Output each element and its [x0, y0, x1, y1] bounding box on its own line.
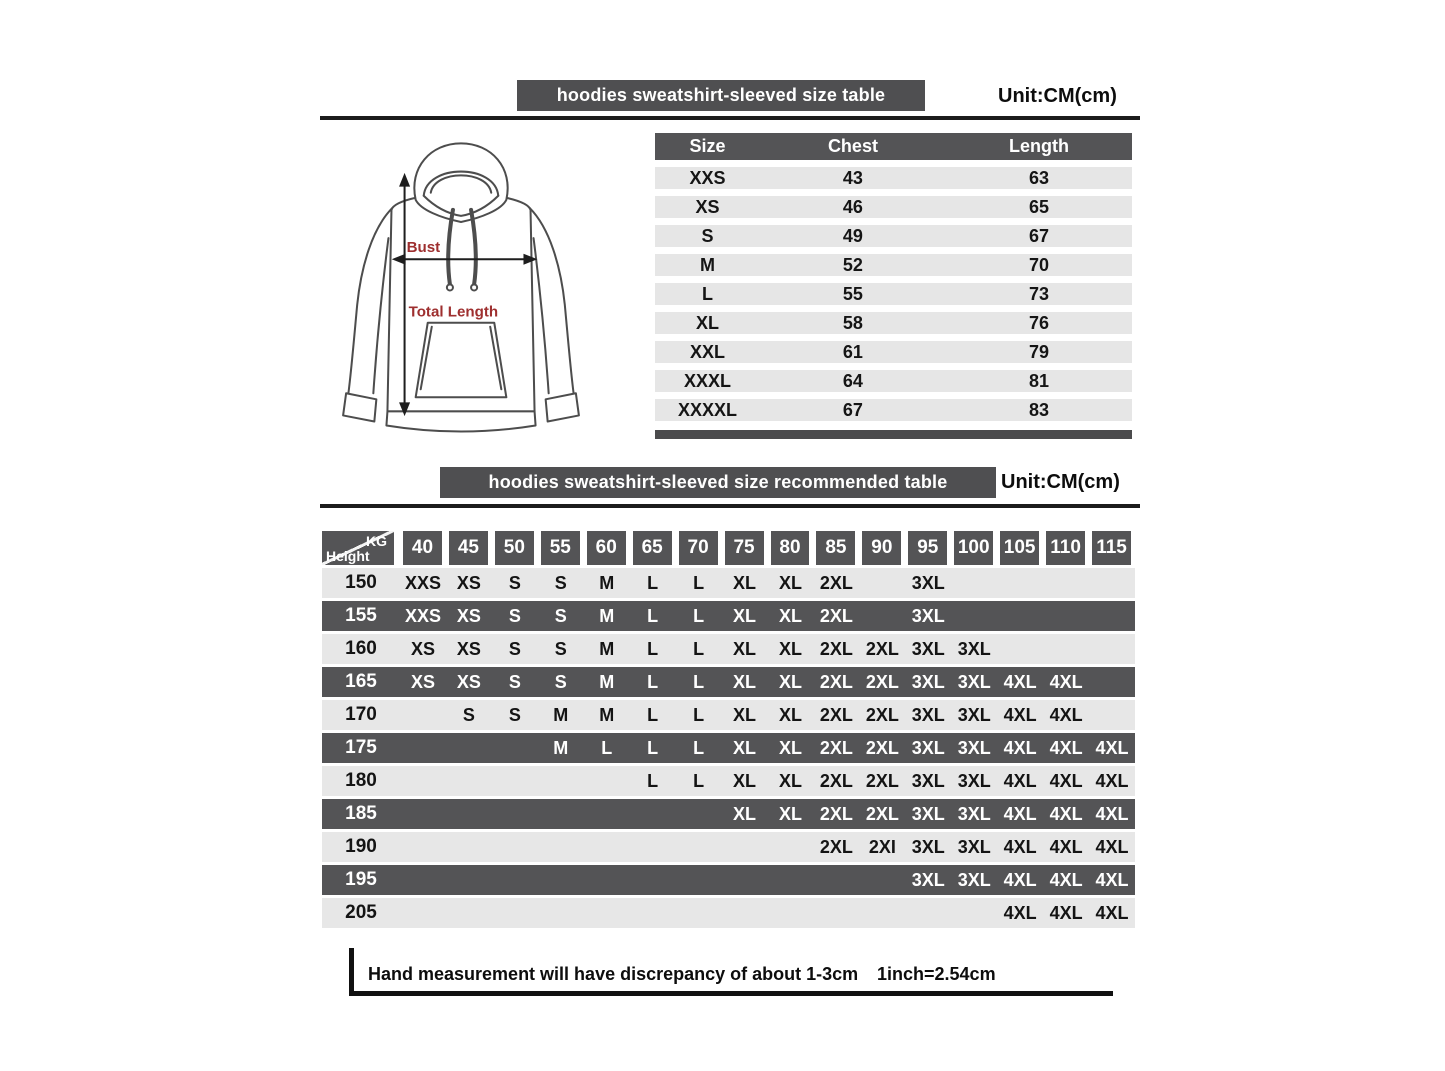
size-recommendation-cell: XL: [778, 770, 802, 791]
size-recommendation-cell: 3XL: [911, 671, 945, 692]
right-sleeve-inner: [534, 238, 549, 393]
left-cuff: [343, 393, 376, 421]
size-table-row: [655, 283, 1132, 305]
size-recommendation-cell: L: [693, 605, 705, 626]
height-cell: 150: [345, 572, 377, 593]
matrix-row: [322, 898, 1135, 928]
height-cell: 155: [345, 605, 377, 626]
size-recommendation-cell: 3XL: [911, 737, 945, 758]
weight-header-cell: 85: [816, 531, 855, 565]
height-cell: 180: [345, 770, 377, 791]
size-table-cell-size: XXXXL: [677, 399, 737, 420]
matrix-row: [322, 667, 1135, 697]
size-recommendation-cell: 2XL: [865, 737, 899, 758]
right-drawstring-tip: [471, 284, 477, 290]
size-recommendation-cell: XL: [778, 737, 802, 758]
matrix-row: [322, 700, 1135, 730]
unit-label-2: Unit:CM(cm): [1001, 471, 1120, 493]
divider-rule-1: [320, 116, 1140, 120]
size-recommendation-cell: L: [693, 737, 705, 758]
size-recommendation-cell: 4XL: [1003, 704, 1037, 725]
size-recommendation-cell: M: [599, 605, 615, 626]
size-recommendation-cell: XL: [778, 803, 802, 824]
size-recommendation-cell: XL: [733, 638, 757, 659]
matrix-row: [322, 634, 1135, 664]
size-table-cell-size: XL: [695, 312, 719, 333]
size-recommendation-cell: XXS: [404, 572, 441, 593]
right-cuff: [546, 393, 579, 421]
size-table-cell-size: XXS: [689, 167, 726, 188]
size-recommendation-cell: L: [693, 770, 705, 791]
left-sleeve-inner: [373, 238, 388, 393]
size-recommendation-cell: 3XL: [957, 770, 991, 791]
size-recommendation-cell: 3XL: [911, 638, 945, 659]
size-recommendation-cell: XL: [733, 803, 757, 824]
size-table-cell-length: 73: [1028, 283, 1049, 304]
recommended-table-title: hoodies sweatshirt-sleeved size recommended table: [488, 472, 948, 492]
size-recommendation-cell: L: [647, 638, 659, 659]
matrix-row: [322, 601, 1135, 631]
bust-arrow-right-head: [524, 255, 534, 263]
size-recommendation-cell: XL: [733, 605, 757, 626]
size-recommendation-cell: S: [554, 605, 567, 626]
height-cell: 195: [345, 869, 377, 890]
size-table-cell-length: 67: [1028, 225, 1049, 246]
size-recommendation-cell: M: [553, 704, 569, 725]
size-recommendation-cell: M: [599, 638, 615, 659]
divider-rule-2: [320, 504, 1140, 508]
size-recommendation-cell: 3XL: [911, 770, 945, 791]
bust-label: Bust: [406, 239, 441, 257]
size-recommendation-cell: 3XL: [911, 704, 945, 725]
size-recommendation-cell: M: [599, 704, 615, 725]
size-table-cell-length: 63: [1028, 167, 1049, 188]
weight-header-cell: 55: [541, 531, 580, 565]
size-recommendation-cell: XS: [456, 671, 481, 692]
size-recommendation-cell: L: [693, 572, 705, 593]
weight-header-cell: 75: [725, 531, 764, 565]
size-recommendation-cell: S: [462, 704, 475, 725]
size-table-row: [655, 225, 1132, 247]
weight-header-cell: 90: [862, 531, 901, 565]
size-recommendation-cell: 4XL: [1049, 770, 1083, 791]
size-table-cell-size: M: [699, 254, 715, 275]
size-recommendation-cell: 2XL: [865, 704, 899, 725]
size-table-row: [655, 312, 1132, 334]
size-recommendation-cell: XS: [410, 671, 435, 692]
size-table-row: [655, 341, 1132, 363]
weight-header-cell: 70: [679, 531, 718, 565]
size-recommendation-cell: 4XL: [1049, 671, 1083, 692]
size-recommendation-cell: S: [508, 572, 521, 593]
size-table-cell-length: 81: [1028, 370, 1049, 391]
size-table-title-bar: [517, 80, 925, 111]
footer-conversion: 1inch=2.54cm: [877, 964, 996, 984]
size-recommendation-cell: S: [508, 605, 521, 626]
size-table-body: [655, 167, 1132, 421]
size-table-cell-chest: 52: [842, 254, 863, 275]
weight-header-cell: 95: [908, 531, 947, 565]
size-recommendation-cell: 3XL: [911, 836, 945, 857]
size-recommendation-cell: L: [693, 704, 705, 725]
size-recommendation-cell: 4XL: [1095, 737, 1129, 758]
matrix-corner-cell: [322, 531, 394, 565]
size-table-row: [655, 254, 1132, 276]
size-recommendation-cell: M: [599, 671, 615, 692]
size-recommendation-cell: 3XL: [911, 803, 945, 824]
size-recommendation-cell: S: [508, 671, 521, 692]
size-recommendation-cell: 3XL: [957, 704, 991, 725]
size-recommendation-cell: S: [508, 638, 521, 659]
size-recommendation-cell: 4XL: [1095, 836, 1129, 857]
size-table-cell-chest: 49: [842, 225, 863, 246]
height-cell: 170: [345, 704, 377, 725]
height-cell: 205: [345, 902, 377, 923]
size-recommendation-cell: 3XL: [957, 671, 991, 692]
size-recommendation-cell: XL: [778, 638, 802, 659]
size-table-row: [655, 196, 1132, 218]
size-table-row: [655, 399, 1132, 421]
size-table-row: [655, 370, 1132, 392]
size-recommendation-cell: S: [554, 671, 567, 692]
size-recommendation-cell: 3XL: [957, 869, 991, 890]
size-table-cell-chest: 58: [842, 312, 863, 333]
size-recommendation-cell: L: [647, 770, 659, 791]
weight-header-cell: 45: [449, 531, 488, 565]
size-recommendation-cell: XL: [778, 671, 802, 692]
matrix-row: [322, 865, 1135, 895]
matrix-header-row: [322, 531, 1135, 565]
size-recommendation-cell: XL: [733, 770, 757, 791]
size-recommendation-cell: XS: [456, 638, 481, 659]
size-recommendation-cell: L: [601, 737, 613, 758]
hoodie-figure: [330, 136, 592, 451]
size-table-cell-size: XS: [695, 196, 720, 217]
size-recommendation-cell: 4XL: [1003, 902, 1037, 923]
weight-header-cell: 105: [1000, 531, 1039, 565]
size-table-cell-chest: 64: [842, 370, 863, 391]
length-arrow-top-head: [401, 176, 409, 186]
size-recommendation-cell: XS: [410, 638, 435, 659]
weight-header-cell: 50: [495, 531, 534, 565]
size-table-header: [655, 133, 1132, 160]
left-drawstring-tip: [447, 284, 453, 290]
unit-label-1: Unit:CM(cm): [998, 85, 1117, 107]
size-table-cell-length: 83: [1028, 399, 1049, 420]
size-recommendation-cell: 4XL: [1003, 869, 1037, 890]
size-recommendation-cell: XL: [778, 605, 802, 626]
size-recommendation-cell: 3XL: [911, 605, 945, 626]
size-recommendation-cell: XL: [733, 671, 757, 692]
size-table-cell-length: 70: [1028, 254, 1049, 275]
recommended-table-title-bar: [440, 467, 996, 498]
size-recommendation-cell: 2XL: [819, 671, 853, 692]
size-table-cell-size: XXL: [689, 341, 725, 362]
size-recommendation-cell: S: [508, 704, 521, 725]
size-recommendation-cell: XL: [733, 572, 757, 593]
matrix-row: [322, 568, 1135, 598]
size-recommendation-cell: 4XL: [1049, 869, 1083, 890]
size-table-cell-size: S: [701, 225, 714, 246]
height-cell: 185: [345, 803, 377, 824]
size-recommendation-cell: S: [554, 572, 567, 593]
footer-note: Hand measurement will have discrepancy of about 1-3cm: [368, 964, 859, 984]
size-table-header-length: Length: [1008, 136, 1069, 156]
size-recommendation-cell: M: [553, 737, 569, 758]
footer-corner-rule-horizontal: [349, 991, 1113, 996]
matrix-row: [322, 832, 1135, 862]
corner-kg-label: KG: [366, 533, 387, 549]
height-cell: 190: [345, 836, 377, 857]
size-table-cell-chest: 43: [842, 167, 863, 188]
size-recommendation-cell: 2XL: [819, 737, 853, 758]
weight-header-cell: 80: [771, 531, 810, 565]
weight-header-cell: 100: [954, 531, 993, 565]
size-recommendation-cell: 4XL: [1049, 737, 1083, 758]
size-recommendation-cell: M: [599, 572, 615, 593]
size-table-cell-length: 65: [1028, 196, 1049, 217]
size-recommendation-cell: 2XL: [819, 638, 853, 659]
weight-header-cell: 110: [1046, 531, 1085, 565]
size-table-cell-chest: 67: [842, 399, 863, 420]
right-sleeve: [530, 208, 574, 395]
height-cell: 160: [345, 638, 377, 659]
size-table-header-chest: Chest: [827, 136, 878, 156]
size-recommendation-cell: 2XL: [819, 836, 853, 857]
size-recommendation-cell: 2XI: [868, 836, 896, 857]
matrix-row: [322, 799, 1135, 829]
corner-height-label: Height: [326, 548, 370, 564]
size-recommendation-cell: 4XL: [1095, 902, 1129, 923]
pocket: [416, 323, 507, 398]
hem-band: [386, 411, 535, 431]
weight-header-cell: 115: [1092, 531, 1131, 565]
size-recommendation-cell: 3XL: [911, 869, 945, 890]
size-table-cell-length: 79: [1028, 341, 1049, 362]
size-recommendation-cell: XS: [456, 572, 481, 593]
size-recommendation-cell: L: [693, 671, 705, 692]
size-table: [655, 133, 1132, 439]
size-recommendation-cell: 2XL: [865, 638, 899, 659]
height-cell: 165: [345, 671, 377, 692]
size-recommendation-cell: 4XL: [1049, 902, 1083, 923]
matrix-body: [322, 568, 1135, 928]
footer-corner-rule-vertical: [349, 948, 354, 994]
size-recommendation-cell: L: [647, 704, 659, 725]
size-table-cell-size: L: [701, 283, 713, 304]
height-cell: 175: [345, 737, 377, 758]
size-recommendation-cell: 4XL: [1049, 836, 1083, 857]
size-recommendation-cell: XL: [778, 572, 802, 593]
size-recommendation-cell: XXS: [404, 605, 441, 626]
size-recommendation-cell: 2XL: [865, 671, 899, 692]
weight-header-cell: 40: [403, 531, 442, 565]
size-recommendation-cell: 4XL: [1003, 836, 1037, 857]
total-length-label: Total Length: [408, 303, 499, 321]
size-recommendation-cell: 4XL: [1003, 737, 1037, 758]
size-table-cell-length: 76: [1028, 312, 1049, 333]
size-recommendation-cell: 4XL: [1003, 671, 1037, 692]
size-recommendation-cell: L: [693, 638, 705, 659]
size-table-header-size: Size: [689, 136, 726, 156]
size-recommendation-cell: S: [554, 638, 567, 659]
size-recommendation-cell: 4XL: [1095, 770, 1129, 791]
size-recommendation-cell: L: [647, 671, 659, 692]
size-recommendation-cell: 2XL: [819, 605, 853, 626]
size-recommendation-cell: 4XL: [1095, 869, 1129, 890]
size-table-title: hoodies sweatshirt-sleeved size table: [556, 85, 886, 105]
matrix-row: [322, 733, 1135, 763]
size-table-cell-size: XXXL: [683, 370, 731, 391]
size-recommendation-cell: 4XL: [1003, 803, 1037, 824]
size-table-cell-chest: 55: [842, 283, 863, 304]
size-recommendation-cell: 3XL: [957, 737, 991, 758]
size-recommendation-cell: L: [647, 605, 659, 626]
size-recommendation-cell: 2XL: [819, 572, 853, 593]
recommended-table: [322, 531, 1135, 928]
size-recommendation-cell: 4XL: [1049, 803, 1083, 824]
size-recommendation-cell: L: [647, 572, 659, 593]
size-recommendation-cell: XS: [456, 605, 481, 626]
weight-header-cell: 60: [587, 531, 626, 565]
size-recommendation-cell: 4XL: [1003, 770, 1037, 791]
size-recommendation-cell: 4XL: [1049, 704, 1083, 725]
size-recommendation-cell: 2XL: [865, 770, 899, 791]
size-table-footer-bar: [655, 430, 1132, 439]
left-sleeve: [348, 208, 392, 395]
matrix-row: [322, 766, 1135, 796]
size-recommendation-cell: 3XL: [957, 638, 991, 659]
size-recommendation-cell: L: [647, 737, 659, 758]
size-recommendation-cell: 2XL: [819, 770, 853, 791]
size-recommendation-cell: 2XL: [819, 803, 853, 824]
size-recommendation-cell: XL: [733, 704, 757, 725]
size-recommendation-cell: XL: [733, 737, 757, 758]
size-recommendation-cell: 2XL: [865, 803, 899, 824]
size-table-cell-chest: 61: [842, 341, 863, 362]
size-recommendation-cell: XL: [778, 704, 802, 725]
size-recommendation-cell: 3XL: [911, 572, 945, 593]
size-recommendation-cell: 3XL: [957, 803, 991, 824]
size-recommendation-cell: 3XL: [957, 836, 991, 857]
size-recommendation-cell: 4XL: [1095, 803, 1129, 824]
weight-header-cell: 65: [633, 531, 672, 565]
size-table-cell-chest: 46: [842, 196, 863, 217]
size-table-row: [655, 167, 1132, 189]
size-recommendation-cell: 2XL: [819, 704, 853, 725]
